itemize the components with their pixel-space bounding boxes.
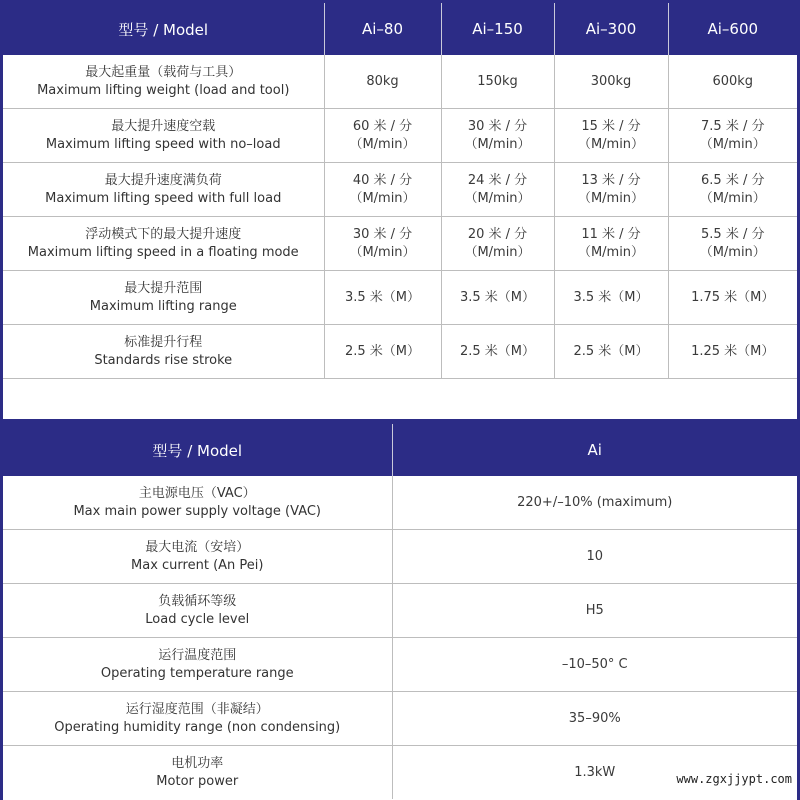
model-spec-table	[3, 3, 797, 379]
value-cell: 1.3kW	[574, 764, 616, 780]
value-line: 3.5 米（M）	[573, 289, 649, 305]
value-line: 1.75 米（M）	[691, 289, 775, 305]
value-line: 24 米 / 分	[467, 172, 528, 188]
value-line: （M/min）	[577, 244, 645, 260]
parameter-name-zh: 运行湿度范围（非凝结）	[125, 701, 269, 717]
table-row	[3, 325, 797, 379]
table-header-row	[3, 3, 797, 55]
value-line: （M/min）	[577, 190, 645, 206]
value-line: 20 米 / 分	[467, 226, 528, 242]
value-line: 80kg	[366, 73, 399, 89]
parameter-name-en: Operating temperature range	[100, 665, 294, 681]
value-cell	[441, 271, 554, 325]
table-row	[3, 217, 797, 271]
value-cell	[324, 163, 441, 217]
parameter-name-zh: 最大提升速度满负荷	[104, 172, 222, 188]
value-line: （M/min）	[699, 190, 766, 206]
value-cell	[668, 217, 797, 271]
value-cell	[441, 325, 554, 379]
table-row	[3, 476, 797, 530]
parameter-name	[3, 530, 392, 584]
parameter-name-zh: 标准提升行程	[124, 334, 203, 350]
value-cell	[668, 109, 797, 163]
value-line: 15 米 / 分	[581, 118, 641, 134]
value-cell	[324, 325, 441, 379]
value-line: （M/min）	[464, 136, 531, 152]
table-row	[3, 530, 797, 584]
value-line: 2.5 米（M）	[459, 343, 536, 359]
parameter-name	[3, 325, 324, 379]
value-line: （M/min）	[464, 190, 531, 206]
value-cell	[441, 163, 554, 217]
parameter-name-en: Maximum lifting weight (load and tool)	[37, 82, 290, 98]
parameter-name	[3, 746, 392, 800]
table-header-row	[3, 424, 797, 476]
table-row	[3, 55, 797, 109]
value-cell	[668, 271, 797, 325]
value-line: 40 米 / 分	[352, 172, 413, 188]
value-cell	[554, 109, 668, 163]
parameter-name-en: Standards rise stroke	[94, 352, 233, 368]
value-line: （M/min）	[349, 244, 416, 260]
parameter-name-en: Maximum lifting speed in a floating mode	[27, 244, 299, 260]
parameter-name	[3, 476, 392, 530]
parameter-name-zh: 主电源电压（VAC）	[138, 485, 256, 501]
parameter-name-en: Operating humidity range (non condensing)	[54, 719, 341, 735]
value-cell	[668, 163, 797, 217]
parameter-name-zh: 最大提升范围	[124, 280, 203, 296]
value-cell	[324, 55, 441, 109]
value-line: 600kg	[712, 73, 754, 89]
table-row	[3, 271, 797, 325]
value-cell	[668, 55, 797, 109]
header-model-2: Ai–150	[441, 3, 554, 55]
value-cell	[441, 55, 554, 109]
value-cell	[441, 109, 554, 163]
parameter-name	[3, 692, 392, 746]
value-cell	[554, 163, 668, 217]
value-line: 5.5 米 / 分	[701, 226, 765, 242]
value-cell: 35–90%	[392, 692, 797, 746]
value-line: 2.5 米（M）	[344, 343, 421, 359]
table-row	[3, 692, 797, 746]
value-line: 30 米 / 分	[467, 118, 528, 134]
parameter-name	[3, 271, 324, 325]
value-line: 60 米 / 分	[352, 118, 413, 134]
value-cell	[324, 217, 441, 271]
value-line: （M/min）	[699, 136, 766, 152]
table-row	[3, 109, 797, 163]
value-cell	[324, 271, 441, 325]
value-line: 7.5 米 / 分	[701, 118, 765, 134]
header-ai: Ai	[392, 424, 797, 476]
value-line: （M/min）	[464, 244, 531, 260]
value-line: 3.5 米（M）	[459, 289, 536, 305]
value-line: 2.5 米（M）	[573, 343, 649, 359]
parameter-name	[3, 109, 324, 163]
value-cell: H5	[392, 584, 797, 638]
parameter-name-en: Motor power	[156, 773, 239, 789]
parameter-name-en: Maximum lifting speed with no–load	[45, 136, 281, 152]
header-model: 型号 / Model	[3, 3, 324, 55]
table-row	[3, 163, 797, 217]
value-cell	[554, 325, 668, 379]
parameter-name	[3, 55, 324, 109]
value-cell	[554, 55, 668, 109]
value-line: 6.5 米 / 分	[701, 172, 765, 188]
value-cell: 220+/–10% (maximum)	[392, 476, 797, 530]
electrical-spec-table	[3, 424, 797, 799]
parameter-name-zh: 运行温度范围	[158, 647, 237, 663]
value-cell	[441, 217, 554, 271]
parameter-name	[3, 638, 392, 692]
header-model-3: Ai–300	[554, 3, 668, 55]
value-line: （M/min）	[349, 190, 416, 206]
value-line: 300kg	[590, 73, 632, 89]
parameter-name-en: Maximum lifting range	[89, 298, 237, 314]
value-line: 11 米 / 分	[581, 226, 641, 242]
value-line: 13 米 / 分	[581, 172, 641, 188]
parameter-name-zh: 最大提升速度空载	[111, 118, 216, 134]
parameter-name	[3, 217, 324, 271]
parameter-name-en: Max main power supply voltage (VAC)	[73, 503, 322, 519]
parameter-name-zh: 最大起重量（载荷与工具）	[85, 64, 242, 80]
value-line: 3.5 米（M）	[344, 289, 421, 305]
value-line: 150kg	[477, 73, 518, 89]
value-cell	[324, 109, 441, 163]
spec-panel-electrical	[3, 424, 797, 800]
value-line: （M/min）	[349, 136, 416, 152]
parameter-name-en: Maximum lifting speed with full load	[45, 190, 282, 206]
parameter-name-en: Max current (An Pei)	[131, 557, 264, 573]
watermark: www.zgxjjypt.com	[676, 772, 792, 786]
header-model-4: Ai–600	[668, 3, 797, 55]
table-row	[3, 584, 797, 638]
parameter-name	[3, 163, 324, 217]
table-row	[3, 638, 797, 692]
header-model: 型号 / Model	[3, 424, 392, 476]
parameter-name-zh: 电机功率	[171, 755, 224, 771]
parameter-name-en: Load cycle level	[145, 611, 250, 627]
value-cell: 10	[392, 530, 797, 584]
value-line: 1.25 米（M）	[691, 343, 775, 359]
parameter-name-zh: 最大电流（安培）	[145, 539, 250, 555]
value-cell	[668, 325, 797, 379]
value-line: （M/min）	[699, 244, 766, 260]
value-line: 30 米 / 分	[352, 226, 413, 242]
parameter-name-zh: 负载循环等级	[158, 593, 237, 609]
value-cell: –10–50° C	[392, 638, 797, 692]
value-cell	[554, 271, 668, 325]
value-line: （M/min）	[577, 136, 645, 152]
header-model-1: Ai–80	[324, 3, 441, 55]
parameter-name-zh: 浮动模式下的最大提升速度	[85, 226, 242, 242]
spec-panel-models	[3, 3, 797, 419]
value-cell	[554, 217, 668, 271]
parameter-name	[3, 584, 392, 638]
